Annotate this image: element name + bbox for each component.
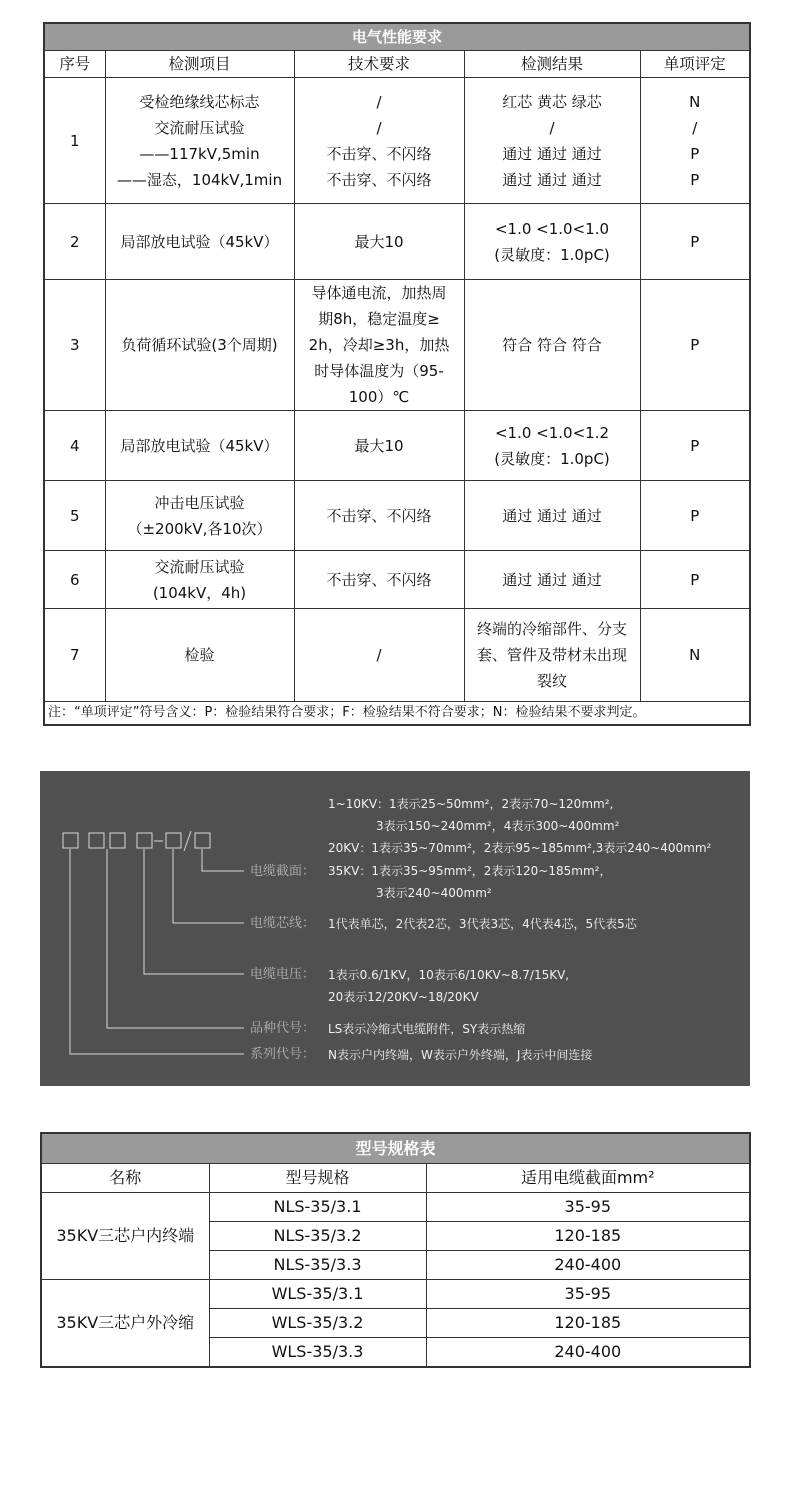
row-result: 通过 通过 通过	[464, 551, 640, 609]
section-line-1: 1~10KV：1表示25~50mm²，2表示70~120mm²,	[328, 797, 614, 811]
leader-section	[202, 849, 244, 871]
leader-voltage	[144, 849, 244, 974]
row-result	[464, 609, 640, 702]
cores-text: 1代表单芯，2代表2芯，3代表3芯，4代表4芯，5代表5芯	[328, 917, 637, 931]
voltage-line-1: 1表示0.6/1KV，10表示6/10KV~8.7/15KV,	[328, 968, 570, 982]
header-result: 检测结果	[464, 51, 640, 78]
cell-line: 交流耐压试验	[154, 118, 245, 137]
row-no: 4	[44, 411, 105, 481]
header-item: 检测项目	[105, 51, 294, 78]
row-grade: P	[640, 204, 750, 280]
table-row	[44, 280, 750, 411]
section-line-4: 35KV：1表示35~95mm²，2表示120~185mm²，	[328, 864, 612, 878]
cell-line: 交流耐压试验	[154, 557, 245, 576]
row-grade	[640, 78, 750, 204]
cell-line: <1.0 <1.0<1.2	[494, 423, 610, 442]
row-item: 局部放电试验（45kV）	[105, 411, 294, 481]
header-cross-section: 适用电缆截面mm²	[426, 1164, 750, 1193]
row-item: 负荷循环试验(3个周期)	[105, 280, 294, 411]
cell-line: 100）℃	[348, 388, 410, 406]
cell-line: /	[376, 92, 382, 111]
row-no: 2	[44, 204, 105, 280]
cell-line: 导体通电流，加热周	[311, 284, 447, 302]
table-row	[44, 481, 750, 551]
label-cores: 电缆芯线：	[250, 916, 316, 931]
leader-series	[70, 849, 244, 1054]
row-item: 检验	[105, 609, 294, 702]
code-slash	[184, 831, 191, 851]
cell-line: 通过 通过 通过	[502, 144, 602, 163]
voltage-line-2: 20表示12/20KV~18/20KV	[328, 990, 479, 1004]
code-box	[89, 833, 104, 848]
code-box	[137, 833, 152, 848]
cell-line: 2h，冷却≥3h，加热	[308, 336, 450, 354]
variety-text: LS表示冷缩式电缆附件，SY表示热缩	[328, 1022, 526, 1036]
row-no: 3	[44, 280, 105, 411]
section-cell: 240-400	[426, 1338, 750, 1368]
row-no: 6	[44, 551, 105, 609]
leader-cores	[173, 849, 244, 923]
cell-line: 套、管件及带材未出现	[476, 646, 627, 664]
section-cell: 35-95	[426, 1193, 750, 1222]
table-row	[44, 204, 750, 280]
row-item	[105, 481, 294, 551]
table-row	[44, 78, 750, 204]
model-table-title: 型号规格表	[41, 1133, 750, 1164]
cell-line: /	[376, 118, 382, 137]
model-code-diagram	[40, 771, 750, 1086]
model-cell: WLS-35/3.2	[209, 1309, 426, 1338]
header-grade: 单项评定	[640, 51, 750, 78]
header-name: 名称	[41, 1164, 209, 1193]
header-model: 型号规格	[209, 1164, 426, 1193]
cell-line: <1.0 <1.0<1.0	[494, 219, 610, 238]
cell-line: ——117kV,5min	[139, 144, 260, 163]
cell-line: /	[549, 118, 555, 137]
row-requirement	[294, 280, 464, 411]
section-cell: 240-400	[426, 1251, 750, 1280]
row-result	[464, 204, 640, 280]
table-row	[44, 551, 750, 609]
row-result	[464, 411, 640, 481]
section-line-3: 20KV：1表示35~70mm²，2表示95~185mm²,3表示240~400mm²	[328, 841, 712, 855]
row-item: 局部放电试验（45kV）	[105, 204, 294, 280]
cell-line: （±200kV,各10次）	[127, 519, 272, 538]
cell-line: 受检绝缘线芯标志	[139, 92, 260, 111]
row-item	[105, 551, 294, 609]
series-text: N表示户内终端，W表示户外终端，J表示中间连接	[328, 1048, 593, 1062]
performance-table	[43, 22, 751, 726]
row-grade: P	[640, 481, 750, 551]
cell-line: 冲击电压试验	[154, 493, 245, 512]
cell-line: (灵敏度：1.0pC)	[494, 449, 610, 468]
cell-line: /	[692, 118, 698, 137]
table-row	[44, 411, 750, 481]
label-section: 电缆截面：	[250, 864, 316, 879]
cell-line: P	[690, 144, 700, 163]
cell-line: ——湿态，104kV,1min	[116, 170, 283, 189]
section-line-2: 3表示150~240mm²，4表示300~400mm²	[376, 819, 620, 833]
row-grade: P	[640, 411, 750, 481]
row-no: 1	[44, 78, 105, 204]
table-row	[44, 609, 750, 702]
cell-line: (104kV，4h)	[152, 583, 247, 602]
cell-line: 不击穿、不闪络	[326, 170, 432, 189]
cell-line: 不击穿、不闪络	[326, 144, 432, 163]
cell-line: (灵敏度：1.0pC)	[494, 245, 610, 264]
row-requirement	[294, 78, 464, 204]
cell-line: 终端的冷缩部件、分支	[476, 620, 627, 638]
section-cell: 120-185	[426, 1309, 750, 1338]
header-requirement: 技术要求	[294, 51, 464, 78]
row-grade: N	[640, 609, 750, 702]
cell-line: 通过 通过 通过	[502, 170, 602, 189]
cell-line: 期8h，稳定温度≥	[318, 310, 440, 328]
section-cell: 35-95	[426, 1280, 750, 1309]
row-no: 7	[44, 609, 105, 702]
row-grade: P	[640, 280, 750, 411]
label-voltage: 电缆电压：	[250, 967, 316, 982]
model-cell: WLS-35/3.1	[209, 1280, 426, 1309]
model-cell: NLS-35/3.3	[209, 1251, 426, 1280]
row-requirement: 不击穿、不闪络	[294, 551, 464, 609]
table-row	[41, 1280, 750, 1309]
header-no: 序号	[44, 51, 105, 78]
label-variety: 品种代号：	[250, 1021, 316, 1036]
code-box	[195, 833, 210, 848]
cell-line: 时导体温度为（95-	[314, 362, 444, 380]
section-line-5: 3表示240~400mm²	[376, 886, 492, 900]
row-no: 5	[44, 481, 105, 551]
cell-line: P	[690, 170, 700, 189]
row-requirement: 最大10	[294, 411, 464, 481]
row-result: 符合 符合 符合	[464, 280, 640, 411]
cell-line: 裂纹	[536, 672, 567, 690]
cell-line: N	[689, 92, 701, 111]
row-requirement: 不击穿、不闪络	[294, 481, 464, 551]
table-row	[41, 1193, 750, 1222]
cell-line: 红芯 黄芯 绿芯	[502, 92, 602, 111]
row-grade: P	[640, 551, 750, 609]
section-cell: 120-185	[426, 1222, 750, 1251]
model-cell: WLS-35/3.3	[209, 1338, 426, 1368]
performance-table-title: 电气性能要求	[44, 23, 750, 51]
model-cell: NLS-35/3.1	[209, 1193, 426, 1222]
row-result: 通过 通过 通过	[464, 481, 640, 551]
leader-variety	[107, 849, 244, 1028]
code-box	[110, 833, 125, 848]
model-cell: NLS-35/3.2	[209, 1222, 426, 1251]
row-requirement: /	[294, 609, 464, 702]
table-note: 注：“单项评定”符号含义：P：检验结果符合要求；F：检验结果不符合要求；N：检验结果不要求判定。	[44, 702, 750, 726]
row-item	[105, 78, 294, 204]
group-name: 35KV三芯户内终端	[41, 1193, 209, 1280]
model-spec-table	[40, 1132, 751, 1368]
label-series: 系列代号：	[250, 1047, 316, 1062]
group-name: 35KV三芯户外冷缩	[41, 1280, 209, 1368]
row-result	[464, 78, 640, 204]
row-requirement: 最大10	[294, 204, 464, 280]
code-box	[63, 833, 78, 848]
code-box	[166, 833, 181, 848]
